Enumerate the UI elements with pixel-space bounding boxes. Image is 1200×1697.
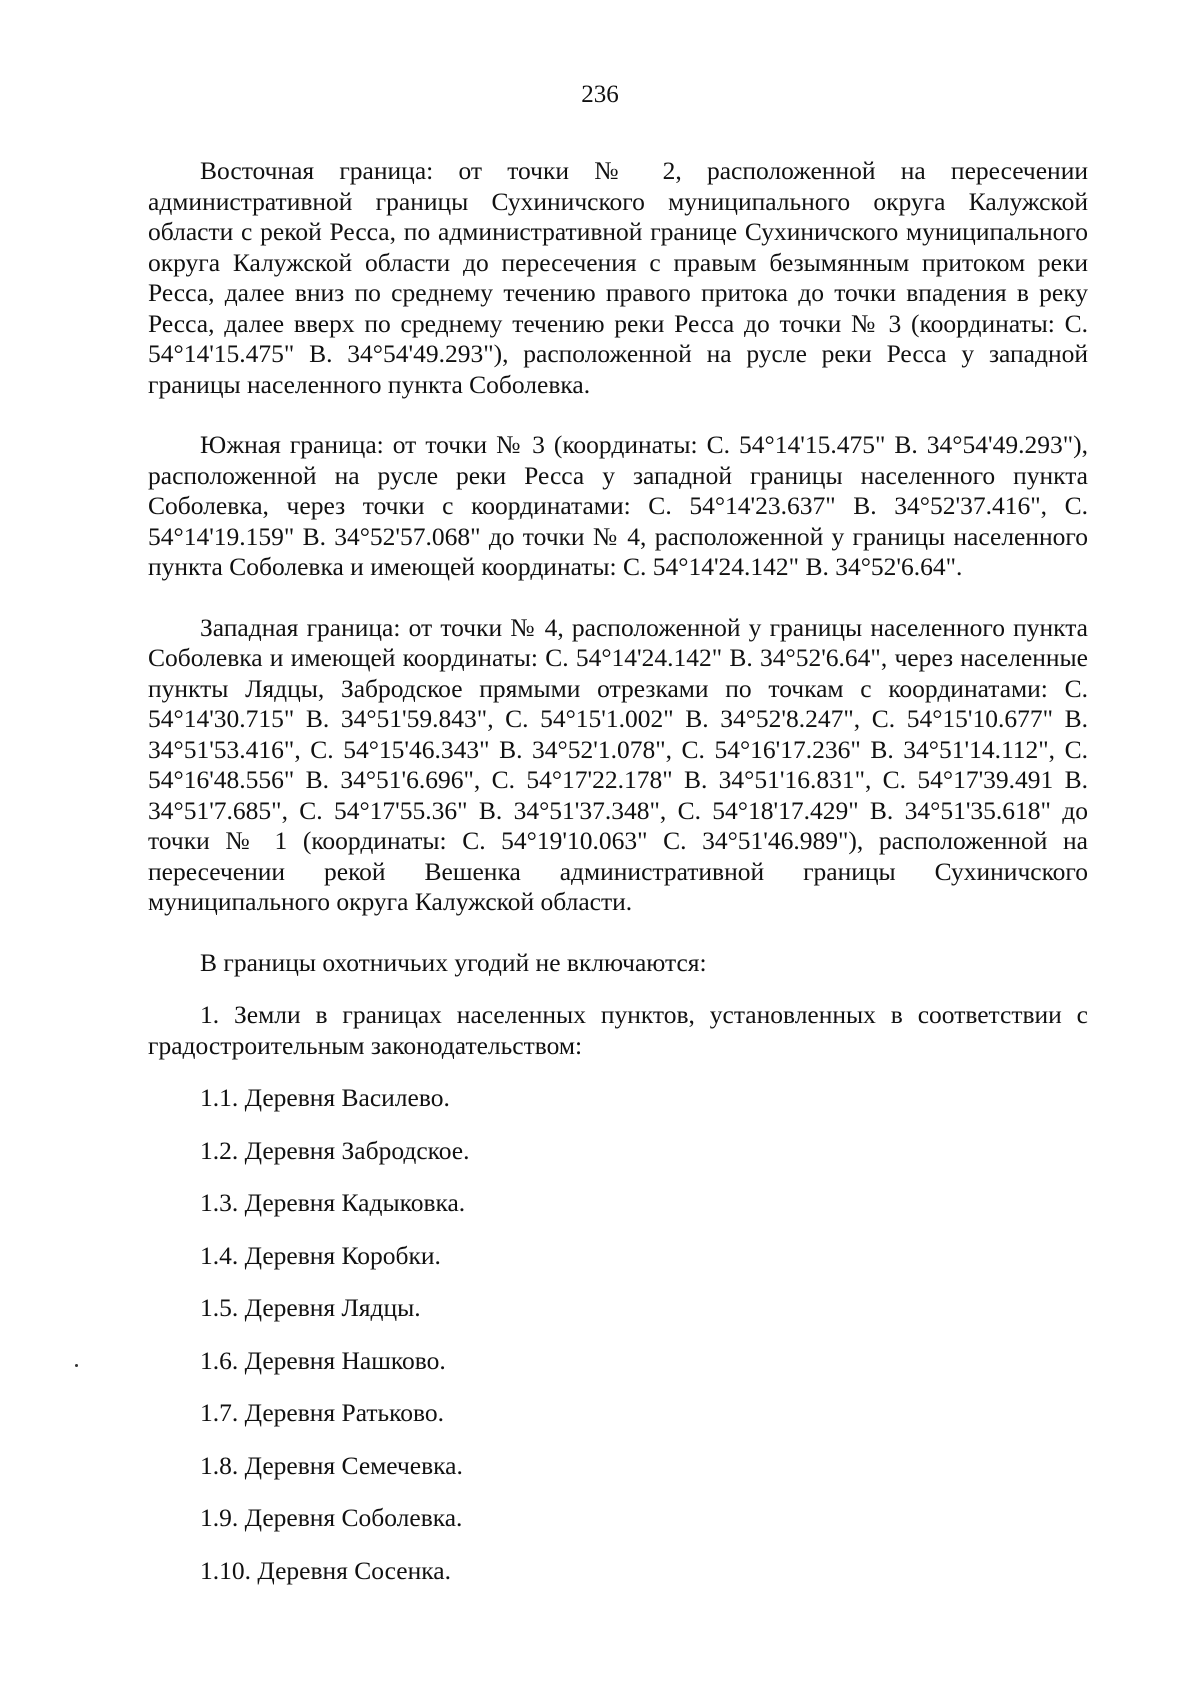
document-body: [148, 156, 1088, 1608]
list-item: 1.2. Деревня Забродское.: [200, 1135, 470, 1165]
list-item: 1.7. Деревня Ратьково.: [200, 1398, 444, 1427]
paragraph-southern-border: Южная граница: от точки № 3 (координаты: С. 54°14'15.475" В. 34°54'49.293"), расположенной на русле реки Ресса у западной границы населенного пункта Соболевка, через точки с координатами: С. 54°14'23.637" В. 34°52'37.416", С. 54°14'19.159" В. 34°52'57.068" до точки № 4, расположенной у границы населенного пункта Соболевка и имеющей координаты: С. 54°14'24.142" В. 34°52'6.64".: [148, 430, 1088, 581]
list-item: 1.3. Деревня Кадыковка.: [200, 1188, 466, 1217]
list-item: 1.5. Деревня Лядцы.: [200, 1293, 421, 1322]
list-item: 1.4. Деревня Коробки.: [200, 1240, 441, 1270]
paragraph-settlement-lands: 1. Земли в границах населенных пунктов, установленных в соответствии с градостроительным законодательством:: [148, 1000, 1088, 1060]
list-item: 1.10. Деревня Сосенка.: [200, 1555, 451, 1585]
paragraph-exclusions-heading: В границы охотничьих угодий не включаются:: [200, 947, 707, 977]
settlement-list: [148, 1083, 1088, 1586]
list-item: 1.8. Деревня Семечевка.: [200, 1450, 463, 1480]
paragraph-western-border: Западная граница: от точки № 4, расположенной у границы населенного пункта Соболевка и имеющей координаты: С. 54°14'24.142" В. 34°52'6.64", через населенные пункты Лядцы, Забродское прямыми отрезками по точкам с координатами: С. 54°14'30.715" В. 34°51'59.843", С. 54°15'1.002" В. 34°52'8.247", С. 54°15'10.677" В. 34°51'53.416", С. 54°15'46.343" В. 34°52'1.078", С. 54°16'17.236" В. 34°51'14.112", С. 54°16'48.556" В. 34°51'6.696", С. 54°17'22.178" В. 34°51'16.831", С. 54°17'39.491 В. 34°51'7.685", С. 54°17'55.36" В. 34°51'37.348", С. 54°18'17.429" В. 34°51'35.618" до точки № 1 (координаты: С. 54°19'10.063" С. 34°51'46.989"), расположенной на пересечении рекой Вешенка административной границы Сухиничского муниципального округа Калужской области.: [148, 612, 1088, 916]
list-item: 1.1. Деревня Василево.: [200, 1083, 450, 1112]
list-item: 1.9. Деревня Соболевка.: [200, 1503, 463, 1532]
paragraph-eastern-border: Восточная граница: от точки № 2, расположенной на пересечении административной границы Сухиничского муниципального округа Калужской области с рекой Ресса, по административной границе Сухиничского муниципального округа Калужской области до пересечения с правым безымянным притоком реки Ресса, далее вниз по среднему течению правого притока до точки впадения в реку Ресса, далее вверх по среднему течению реки Ресса до точки № 3 (координаты: С. 54°14'15.475" В. 34°54'49.293"), расположенной на русле реки Ресса у западной границы населенного пункта Соболевка.: [148, 156, 1088, 399]
scan-speck: [75, 1364, 78, 1367]
page-number: 236: [581, 81, 619, 108]
list-item: 1.6. Деревня Нашково.: [200, 1345, 446, 1375]
